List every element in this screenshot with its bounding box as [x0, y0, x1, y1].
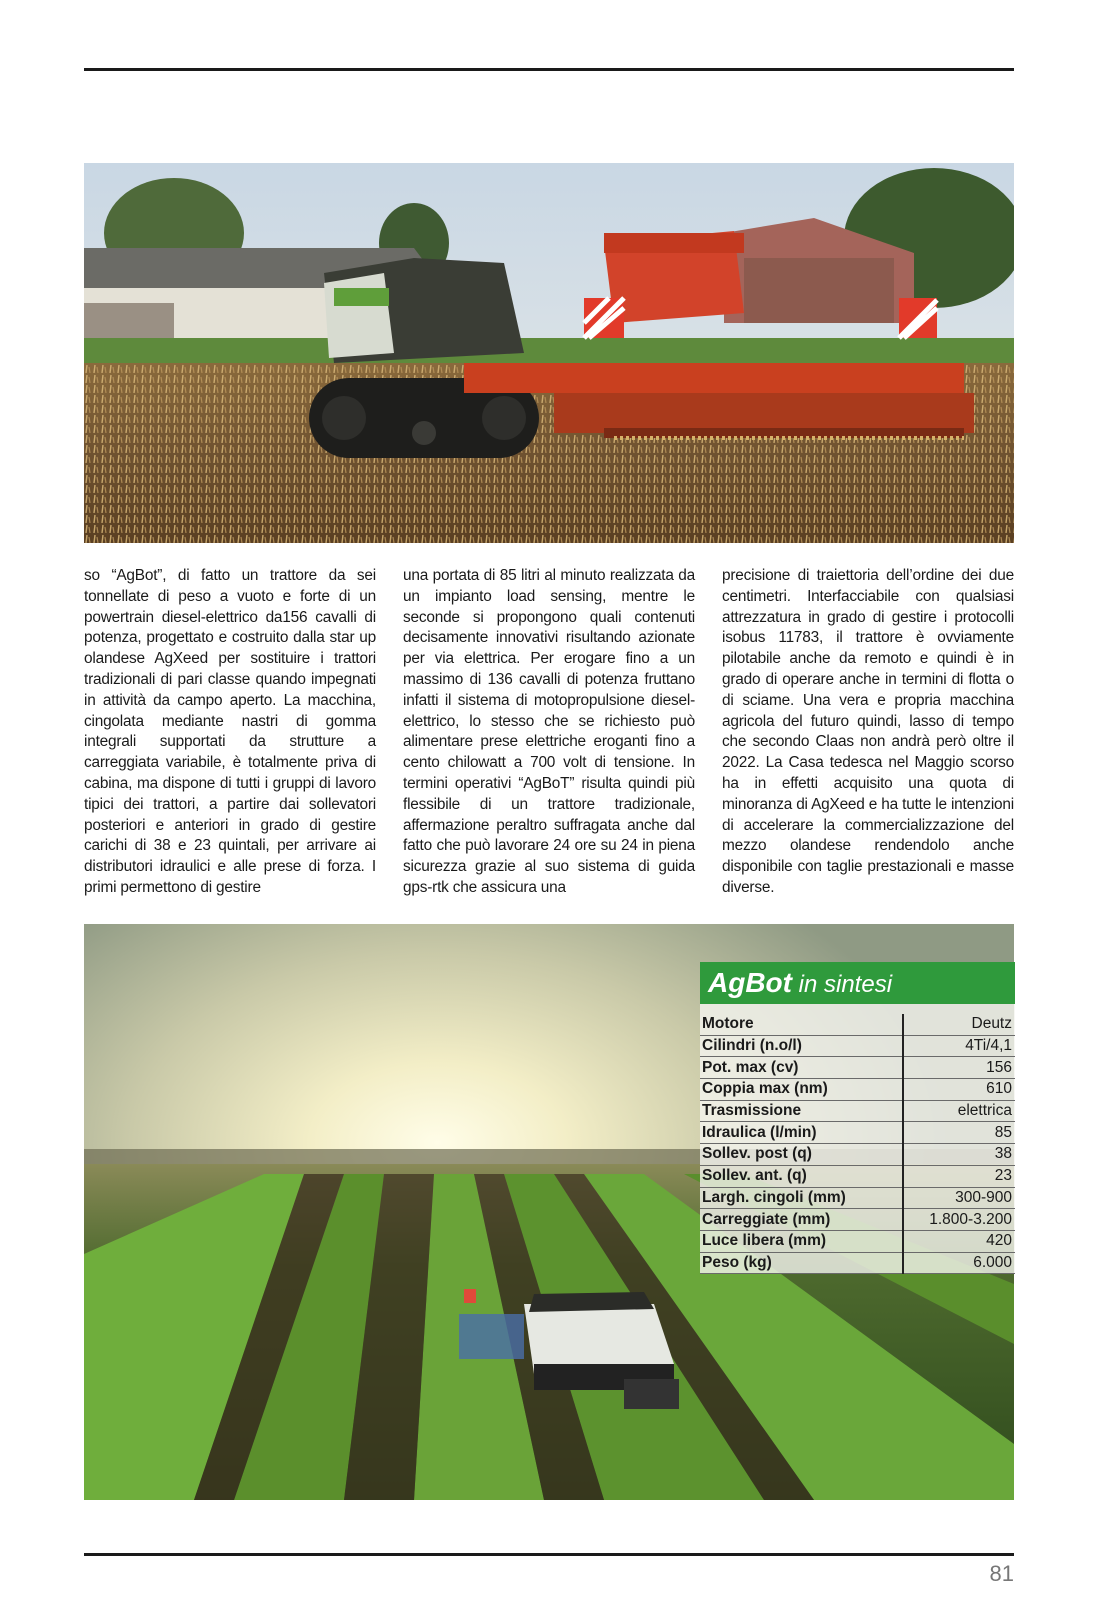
spec-label: Sollev. ant. (q): [700, 1165, 903, 1187]
spec-label: Largh. cingoli (mm): [700, 1187, 903, 1209]
spec-value: Deutz: [903, 1014, 1015, 1035]
spec-value: 1.800-3.200: [903, 1209, 1015, 1231]
top-rule: [84, 68, 1014, 71]
spec-row: [700, 1035, 1015, 1057]
spec-value: 300-900: [903, 1187, 1015, 1209]
spec-title: [700, 962, 1015, 1004]
spec-value: elettrica: [903, 1100, 1015, 1122]
spec-label: Coppia max (nm): [700, 1079, 903, 1101]
spec-value: 6.000: [903, 1252, 1015, 1274]
spec-value: 85: [903, 1122, 1015, 1144]
spec-row: [700, 1100, 1015, 1122]
bottom-rule: [84, 1553, 1014, 1556]
spec-label: Trasmissione: [700, 1100, 903, 1122]
article-column-1: so “AgBot”, di fatto un trattore da sei tonnellate di peso a vuoto e forte di un powertrain diesel-elettrico da156 cavalli di potenza, progettato e costruito dalla star up olandese AgXeed per sostituire i trattori tradizionali di pari classe quando impegnati in attività da campo aperto. La macchina, cingolata mediante nastri di gomma integrali supportati da strutture a carreggiata variabile, è totalmente priva di cabina, ma dispone di tutti i gruppi di lavoro tipici dei trattori, a partire dai sollevatori posteriori e anteriori in grado di gestire carichi di 38 e 23 quintali, per arrivare ai distributori idraulici e alle prese di forza. I primi permettono di gestire: [84, 567, 376, 896]
tractor-photo: [84, 163, 1014, 543]
spec-row: [700, 1252, 1015, 1274]
spec-row: [700, 1209, 1015, 1231]
spec-label: Idraulica (l/min): [700, 1122, 903, 1144]
spec-row: [700, 1057, 1015, 1079]
spec-row: [700, 1014, 1015, 1035]
spec-value: 4Ti/4,1: [903, 1035, 1015, 1057]
spec-label: Luce libera (mm): [700, 1230, 903, 1252]
spec-value: 420: [903, 1230, 1015, 1252]
spec-row: [700, 1165, 1015, 1187]
spec-value: 610: [903, 1079, 1015, 1101]
spec-label: Sollev. post (q): [700, 1144, 903, 1166]
spec-label: Peso (kg): [700, 1252, 903, 1274]
page-number: 81: [989, 1561, 1014, 1586]
spec-label: Cilindri (n.o/l): [700, 1035, 903, 1057]
article-column-2: una portata di 85 litri al minuto realizzata da un impianto load sensing, mentre le seconde si propongono quali contenuti decisamente innovativi risultando azionate per via elettrica. Per erogare fino a un massimo di 136 cavalli di potenza fruttano infatti il sistema di motopropulsione diesel-elettrico, lo stesso che se richiesto può alimentare prese elettriche eroganti fino a cento chilowatt a 700 volt di tensione. In termini operativi “AgBoT” risulta quindi più flessibile di un trattore tradizionale, affermazione peraltro suffragata anche dal fatto che può lavorare 24 ore su 24 in piena sicurezza grazie al suo sistema di guida gps-rtk che assicura una: [403, 567, 695, 896]
spec-label: Motore: [700, 1014, 903, 1035]
spec-row: [700, 1122, 1015, 1144]
article-column-3: precisione di traiettoria dell’ordine dei due centimetri. Interfacciabile con qualsiasi attrezzatura in grado di gestire i protocolli isobus 11783, il trattore è ovviamente pilotabile anche da remoto e quindi è in grado di operare anche in termini di flotta o di sciame. Una vera e propria macchina agricola del futuro quindi, lasso di tempo che secondo Claas non andrà però oltre il 2022. La Casa tedesca nel Maggio scorso ha in effetti acquisito una quota di minoranza di AgXeed e ha tutte le intenzioni di accelerare la commercializzazione del mezzo olandese rendendolo anche disponibile con taglie prestazionali e masse diverse.: [722, 567, 1014, 896]
spec-value: 156: [903, 1057, 1015, 1079]
spec-row: [700, 1230, 1015, 1252]
spec-title-suffix: in sintesi: [791, 971, 893, 998]
spec-row: [700, 1144, 1015, 1166]
article-body: [84, 566, 1014, 900]
spec-label: Carreggiate (mm): [700, 1209, 903, 1231]
spec-row: [700, 1187, 1015, 1209]
spec-row: [700, 1079, 1015, 1101]
spec-value: 38: [903, 1144, 1015, 1166]
spec-box: [700, 962, 1015, 1274]
spec-title-brand: AgBot: [708, 967, 792, 998]
spec-label: Pot. max (cv): [700, 1057, 903, 1079]
spec-value: 23: [903, 1165, 1015, 1187]
spec-table: [700, 1014, 1015, 1274]
